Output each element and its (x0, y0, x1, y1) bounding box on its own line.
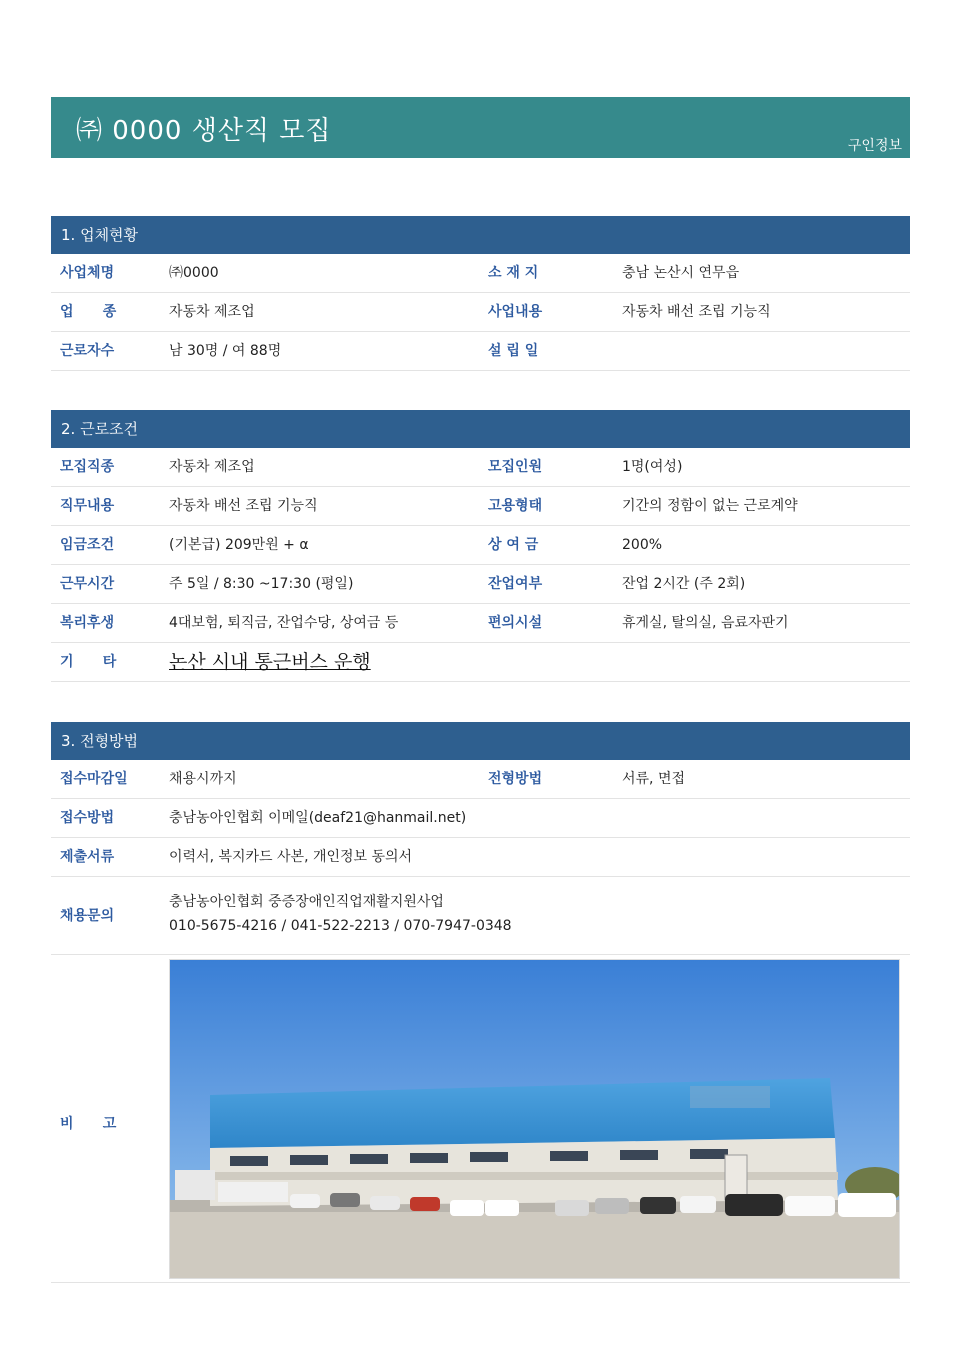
label-apply-method: 접수방법 (60, 810, 115, 826)
table-row (51, 448, 910, 487)
section-conditions-heading: 2. 근로조건 (51, 410, 910, 448)
label-founded: 설 립 일 (488, 343, 539, 359)
section-selection-heading: 3. 전형방법 (51, 722, 910, 760)
value-overtime: 잔업 2시간 (주 2회) (622, 576, 746, 592)
table-row (51, 254, 910, 293)
label-benefits: 복리후생 (60, 615, 115, 631)
table-row (51, 838, 910, 877)
section-company-heading: 1. 업체현황 (51, 216, 910, 254)
table-row (51, 332, 910, 371)
value-documents: 이력서, 복지카드 사본, 개인정보 동의서 (169, 849, 413, 865)
label-workers: 근로자수 (60, 343, 115, 359)
table-row (51, 293, 910, 332)
value-selection-method: 서류, 면접 (622, 771, 685, 787)
table-row (51, 799, 910, 838)
value-industry: 자동차 제조업 (169, 304, 255, 320)
factory-building-icon (170, 960, 900, 1279)
value-job-type: 자동차 제조업 (169, 459, 255, 475)
page-subtitle: 구인정보 (847, 138, 902, 154)
label-facilities: 편의시설 (488, 615, 543, 631)
title-banner (51, 97, 910, 158)
label-documents: 제출서류 (60, 849, 115, 865)
value-business: 자동차 배선 조립 기능직 (622, 304, 771, 320)
table-row (51, 565, 910, 604)
value-facilities: 휴게실, 탈의실, 음료자판기 (622, 615, 789, 631)
label-business: 사업내용 (488, 304, 543, 320)
value-hours: 주 5일 / 8:30 ~17:30 (평일) (169, 576, 354, 592)
value-company-name: ㈜0000 (169, 265, 219, 281)
label-overtime: 잔업여부 (488, 576, 543, 592)
factory-photo (169, 959, 900, 1279)
label-contact: 채용문의 (60, 908, 115, 924)
value-wage: (기본급) 209만원 + α (169, 537, 309, 553)
value-contact-phones: 010-5675-4216 / 041-522-2213 / 070-7947-0348 (169, 918, 512, 934)
label-bonus: 상 여 금 (488, 537, 539, 553)
value-bonus: 200% (622, 537, 663, 553)
value-etc-shuttle: 논산 시내 통근버스 운행 (169, 651, 371, 673)
label-industry: 업 종 (60, 304, 117, 320)
table-row (51, 877, 910, 955)
value-headcount: 1명(여성) (622, 459, 683, 475)
label-deadline: 접수마감일 (60, 771, 128, 787)
label-hours: 근무시간 (60, 576, 115, 592)
table-row (51, 526, 910, 565)
value-deadline: 채용시까지 (169, 771, 237, 787)
label-selection-method: 전형방법 (488, 771, 543, 787)
label-note: 비 고 (60, 1116, 117, 1132)
table-row (51, 643, 910, 682)
value-workers: 남 30명 / 여 88명 (169, 343, 282, 359)
label-headcount: 모집인원 (488, 459, 543, 475)
label-duties: 직무내용 (60, 498, 115, 514)
label-etc: 기 타 (60, 654, 117, 670)
label-job-type: 모집직종 (60, 459, 115, 475)
value-location: 충남 논산시 연무읍 (622, 265, 740, 281)
table-row (51, 604, 910, 643)
page-title: ㈜ 0000 생산직 모집 (76, 116, 332, 146)
label-employment-type: 고용형태 (488, 498, 543, 514)
value-apply-method: 충남농아인협회 이메일(deaf21@hanmail.net) (169, 810, 467, 826)
value-employment-type: 기간의 정함이 없는 근로계약 (622, 498, 798, 514)
value-benefits: 4대보험, 퇴직금, 잔업수당, 상여금 등 (169, 615, 399, 631)
label-location: 소 재 지 (488, 265, 539, 281)
value-duties: 자동차 배선 조립 기능직 (169, 498, 318, 514)
label-company-name: 사업체명 (60, 265, 115, 281)
value-contact-org: 충남농아인협회 중증장애인직업재활지원사업 (169, 894, 444, 910)
label-wage: 임금조건 (60, 537, 115, 553)
table-row (51, 760, 910, 799)
table-row (51, 487, 910, 526)
